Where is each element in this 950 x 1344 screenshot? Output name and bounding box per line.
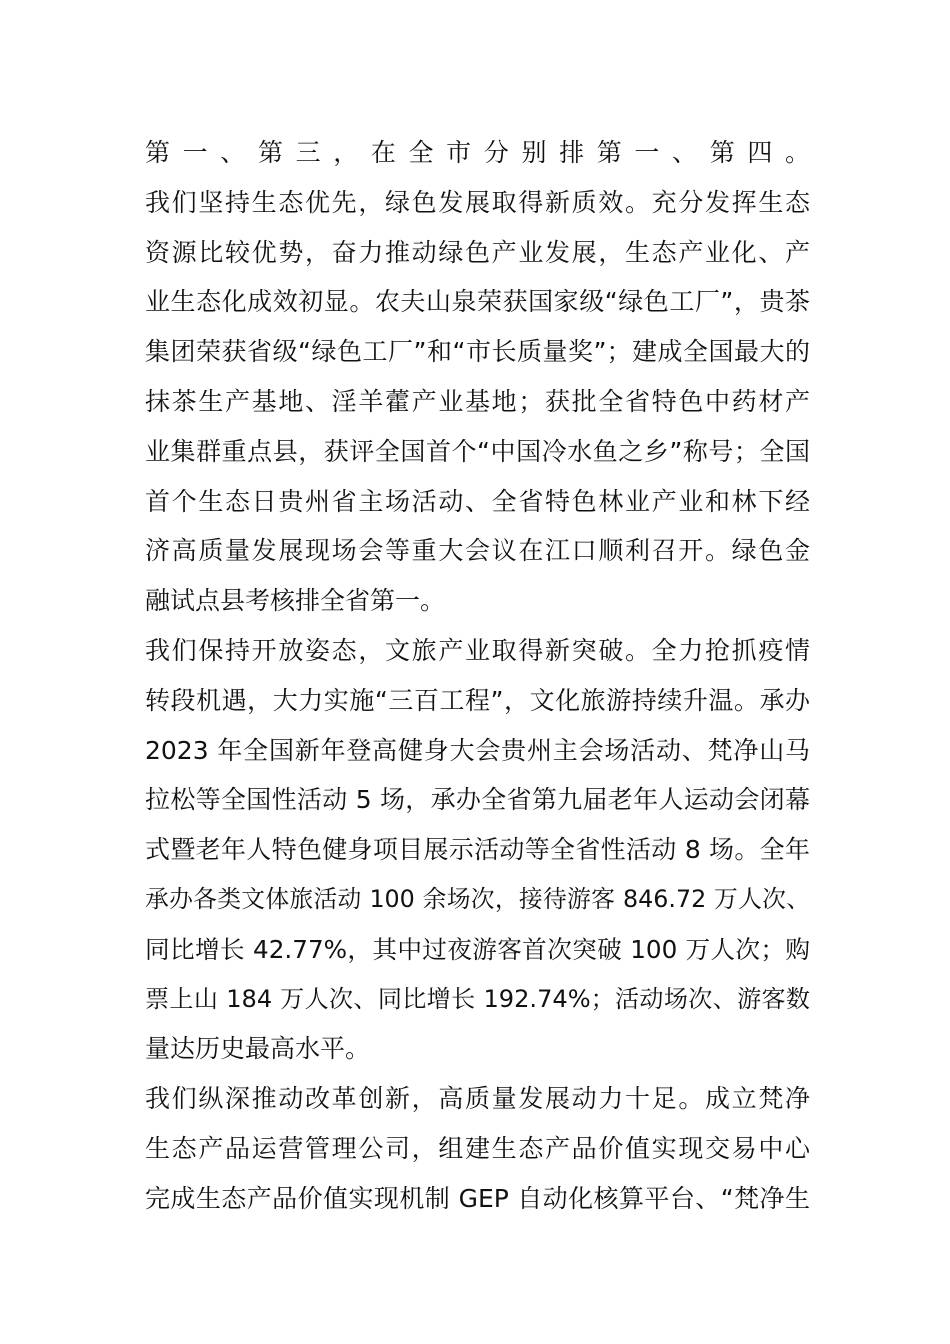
text-line: 同比增长 42.77%，其中过夜游客首次突破 100 万人次；购 xyxy=(145,934,810,964)
text-line: 量达历史最高水平。 xyxy=(145,1034,371,1064)
body-text xyxy=(145,128,810,1224)
text-line: 票上山 184 万人次、同比增长 192.74%；活动场次、游客数 xyxy=(145,984,810,1013)
text-line: 第一、第三，在全市分别排第一、第四。 xyxy=(145,138,810,167)
text-line: 融试点县考核排全省第一。 xyxy=(145,586,446,616)
text-line: 济高质量发展现场会等重大会议在江口顺利召开。绿色金 xyxy=(145,536,810,566)
text-line: 我们坚持生态优先，绿色发展取得新质效。充分发挥生态 xyxy=(145,187,810,217)
text-line: 抹茶生产基地、淫羊藿产业基地；获批全省特色中药材产 xyxy=(145,386,810,416)
text-line: 承办各类文体旅活动 100 余场次，接待游客 846.72 万人次、 xyxy=(145,884,810,913)
text-line: 资源比较优势，奋力推动绿色产业发展，生态产业化、产 xyxy=(145,237,810,267)
text-line: 业生态化成效初显。农夫山泉荣获国家级“绿色工厂”，贵茶 xyxy=(145,287,810,317)
text-line: 我们保持开放姿态，文旅产业取得新突破。全力抢抓疫情 xyxy=(145,635,810,665)
text-line: 生态产品运营管理公司，组建生态产品价值实现交易中心 xyxy=(145,1133,810,1163)
text-line: 拉松等全国性活动 5 场，承办全省第九届老年人运动会闭幕 xyxy=(145,785,810,815)
text-line: 2023 年全国新年登高健身大会贵州主会场活动、梵净山马 xyxy=(145,735,810,765)
text-line: 转段机遇，大力实施“三百工程”，文化旅游持续升温。承办 xyxy=(145,685,810,715)
text-line: 完成生态产品价值实现机制 GEP 自动化核算平台、“梵净生 xyxy=(145,1183,810,1213)
text-line: 我们纵深推动改革创新，高质量发展动力十足。成立梵净 xyxy=(145,1084,810,1114)
text-line: 首个生态日贵州省主场活动、全省特色林业产业和林下经 xyxy=(145,486,810,516)
text-line: 式暨老年人特色健身项目展示活动等全省性活动 8 场。全年 xyxy=(145,835,810,865)
text-line: 业集群重点县，获评全国首个“中国冷水鱼之乡”称号；全国 xyxy=(145,436,810,466)
text-line: 集团荣获省级“绿色工厂”和“市长质量奖”；建成全国最大的 xyxy=(145,337,810,367)
